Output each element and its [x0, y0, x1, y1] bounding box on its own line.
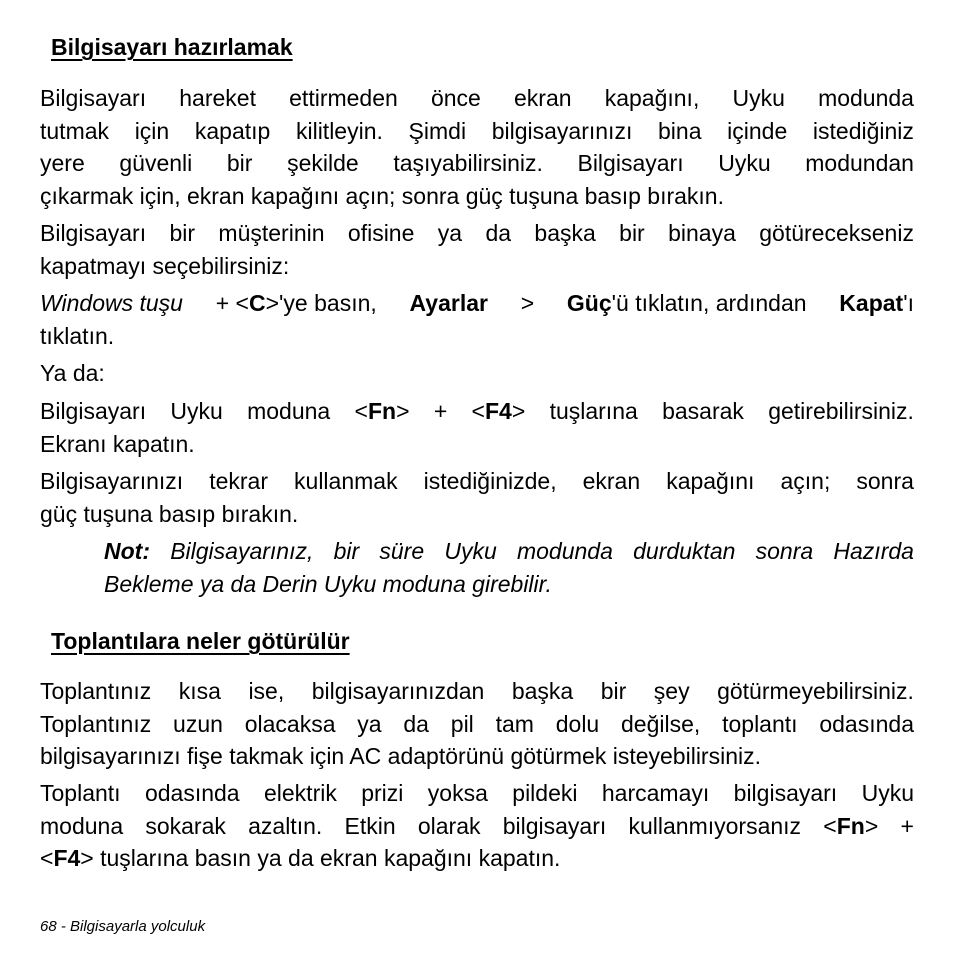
text-word: sonra: [856, 468, 914, 494]
text-word: güvenli: [119, 150, 193, 176]
text-word: odasında: [819, 710, 914, 737]
text-word: başka: [511, 678, 574, 704]
text-word: ya: [437, 220, 463, 246]
text-word: pildeki: [512, 780, 578, 806]
text-word: bilgisayarı: [733, 780, 838, 806]
text-word: Toplantınız: [40, 678, 152, 704]
text-word: ise,: [248, 678, 285, 704]
text-word: sonra: [755, 538, 814, 564]
text-word: harcamayı: [601, 780, 710, 806]
text-word: pil: [450, 710, 474, 737]
text-word: dolu: [555, 710, 600, 737]
text-line: Bekleme ya da Derin Uyku moduna girebilir.: [104, 570, 552, 597]
text-line: [40, 147, 914, 180]
paragraph-prepare-intro: [40, 82, 914, 212]
text-word: Uyku: [732, 85, 785, 111]
text-line: [40, 675, 914, 708]
text-word: elektrik: [263, 780, 337, 806]
text-word: bir: [600, 678, 627, 704]
text-word: Bilgisayarınız,: [170, 538, 314, 564]
text-segment: Güç'ü tıklatın, ardından: [566, 290, 807, 316]
text-word: önce: [430, 85, 481, 111]
text-line: Ekranı kapatın.: [40, 430, 195, 457]
text-word: ettirmeden: [289, 85, 398, 111]
text-word: Şimdi: [408, 117, 467, 144]
text-word: odasında: [144, 780, 240, 806]
text-word: Bilgisayarı: [40, 220, 147, 246]
text-line: [40, 115, 914, 148]
text-word: basarak: [662, 398, 744, 424]
text-word: açın;: [780, 468, 831, 494]
page-footer: 68 - Bilgisayarla yolculuk: [40, 918, 206, 935]
text-word: moduna: [40, 812, 124, 839]
text-word: Hazırda: [833, 538, 914, 564]
text-line: kapatmayı seçebilirsiniz:: [40, 252, 290, 279]
text-line: [40, 287, 914, 320]
text-word: kapağını,: [604, 85, 700, 111]
text-word: hareket: [179, 85, 256, 111]
text-word: Uyku: [444, 538, 497, 564]
key-fn: <Fn>: [823, 812, 879, 839]
text-segment: >: [520, 290, 535, 316]
text-word: istediğinizde,: [423, 468, 557, 494]
text-word: prizi: [361, 780, 404, 806]
text-word: istediğiniz: [812, 117, 914, 144]
text-word: +: [433, 398, 448, 424]
paragraph-resume: [40, 465, 914, 530]
text-word: kilitleyin.: [295, 117, 383, 144]
text-word: bir: [333, 538, 360, 564]
text-word: müşterinin: [218, 220, 325, 246]
text-word: için: [134, 117, 170, 144]
text-word: olarak: [417, 812, 481, 839]
text-word: ekran: [582, 468, 641, 494]
text-word: götürmeyebilirsiniz.: [717, 678, 914, 704]
text-word: olacaksa: [244, 710, 336, 737]
text-line: <F4> tuşlarına basın ya da ekran kapağını kapatın.: [40, 845, 561, 871]
text-word: Bilgisayarı: [40, 85, 147, 111]
text-word: tekrar: [209, 468, 268, 494]
text-line: [40, 217, 914, 250]
text-line: güç tuşuna basıp bırakın.: [40, 500, 299, 527]
text-word: kapatıp: [194, 117, 271, 144]
text-word: Uyku: [170, 398, 223, 424]
text-word: Bilgisayarınızı: [40, 468, 184, 494]
text-word: modundan: [805, 150, 914, 176]
text-word: modunda: [516, 538, 613, 564]
text-word: +: [900, 812, 914, 839]
paragraph-sleep-keys: [40, 395, 914, 460]
text-word: tam: [495, 710, 534, 737]
text-word: ekran: [514, 85, 572, 111]
text-word: Toplantınız: [40, 710, 152, 737]
text-line: çıkarmak için, ekran kapağını açın; sonra güç tuşuna basıp bırakın.: [40, 182, 724, 209]
text-word: Bilgisayarı: [577, 150, 684, 176]
text-line: [40, 777, 914, 810]
text-segment: + <C>'ye basın,: [215, 290, 377, 316]
text-line: [40, 465, 914, 498]
text-word: azaltın.: [248, 812, 323, 839]
text-word: moduna: [247, 398, 331, 424]
text-word: bilgisayarınızı: [491, 117, 633, 144]
text-line: [40, 810, 914, 843]
text-line: [104, 535, 914, 568]
paragraph-meetings-intro: [40, 675, 914, 773]
note-label: Not:: [104, 538, 150, 564]
section-heading-meetings: Toplantılara neler götürülür: [51, 628, 350, 654]
paragraph-shutdown-intro: [40, 217, 914, 282]
text-word: ya: [357, 710, 382, 737]
text-line: tıklatın.: [40, 322, 115, 349]
key-fn: <Fn>: [354, 398, 410, 424]
text-word: kısa: [178, 678, 221, 704]
text-word: götürecekseniz: [759, 220, 914, 246]
text-word: başka: [534, 220, 596, 246]
text-word: bir: [169, 220, 196, 246]
text-word: değilse,: [621, 710, 701, 737]
section-heading-preparing: Bilgisayarı hazırlamak: [51, 34, 293, 60]
text-word: uzun: [173, 710, 223, 737]
text-line: bilgisayarınızı fişe takmak için AC adaptörünü götürmek isteyebilirsiniz.: [40, 743, 761, 769]
text-word: kullanmak: [294, 468, 398, 494]
text-line: Ya da:: [40, 360, 105, 386]
text-line: [40, 395, 914, 428]
text-word: sokarak: [145, 812, 226, 839]
text-line: [40, 708, 914, 741]
text-word: getirebilirsiniz.: [768, 398, 914, 424]
text-word: yoksa: [427, 780, 488, 806]
text-line: [40, 82, 914, 115]
text-word: durduktan: [633, 538, 736, 564]
text-word: bilgisayarınızdan: [311, 678, 485, 704]
text-word: Etkin: [344, 812, 396, 839]
text-word: taşıyabilirsiniz.: [393, 150, 543, 176]
text-word: da: [485, 220, 512, 246]
text-word: ofisine: [347, 220, 415, 246]
text-word: Bilgisayarı: [40, 398, 147, 424]
text-word: tutmak: [40, 117, 110, 144]
paragraph-or: [40, 357, 914, 390]
text-word: Toplantı: [40, 780, 121, 806]
text-word: da: [403, 710, 429, 737]
text-word: kullanmıyorsanız: [628, 812, 802, 839]
text-word: süre: [379, 538, 425, 564]
text-word: modunda: [818, 85, 914, 111]
note-block: [104, 535, 914, 600]
text-segment: Kapat'ı: [839, 290, 914, 316]
paragraph-meetings-power: [40, 777, 914, 875]
text-word: Uyku: [861, 780, 914, 806]
text-word: yere: [40, 150, 85, 176]
text-word: içinde: [727, 117, 788, 144]
paragraph-shutdown-steps: [40, 287, 914, 352]
text-segment: Windows tuşu: [40, 290, 183, 316]
text-word: kapağını: [666, 468, 755, 494]
text-word: şekilde: [287, 150, 359, 176]
text-word: bir: [226, 150, 253, 176]
text-word: binaya: [668, 220, 736, 246]
text-word: toplantı: [722, 710, 798, 737]
key-f4: <F4>: [471, 398, 526, 424]
text-word: bina: [658, 117, 702, 144]
text-segment: Ayarlar: [409, 290, 488, 316]
text-word: Uyku: [718, 150, 771, 176]
text-word: bir: [619, 220, 645, 246]
text-word: bilgisayarı: [502, 812, 607, 839]
text-word: tuşlarına: [549, 398, 638, 424]
text-word: şey: [653, 678, 690, 704]
